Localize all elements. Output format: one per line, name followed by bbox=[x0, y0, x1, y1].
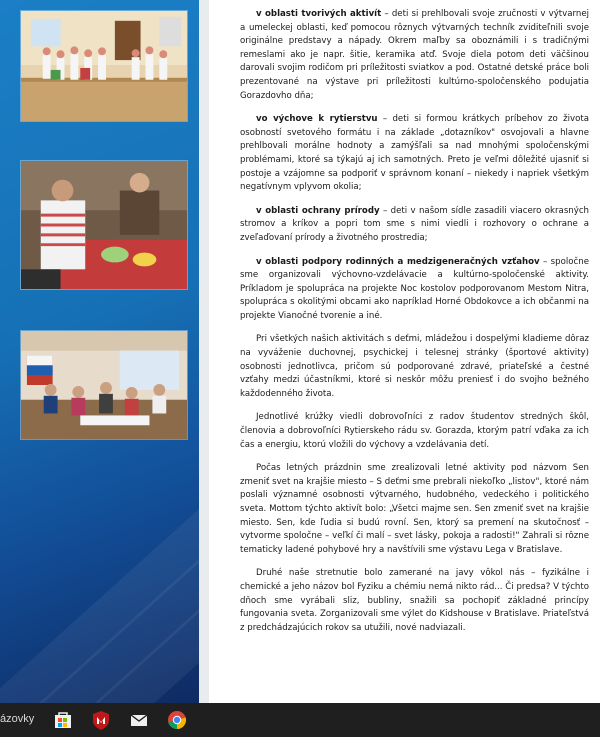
store-icon[interactable] bbox=[52, 709, 74, 731]
paragraph-nature-protection bbox=[240, 205, 589, 246]
paragraph-chivalry bbox=[240, 113, 589, 195]
paragraph-text: – spoločne sme organizovali výchovno-vzdelávacie a kultúrno-spoločenské aktivity. Príkladom je spolupráca na projekte Noc kostolov podporovanom Mestom Nitra, spolupráca s okolitými obcami ako napríklad Horné Obdokovce a ich občanmi na projekte Vianočné tvorenie a iné. bbox=[240, 256, 589, 321]
paragraph-lead: v oblasti ochrany prírody bbox=[256, 205, 380, 216]
photo-crafting-table bbox=[20, 160, 188, 290]
paragraph-text: – deti v našom sídle zasadili viacero okrasných stromov a kríkov a popri tom sme s nimi viedli i rozhovory o ochrane a zveľaďovaní prírody a životného prostredia; bbox=[240, 205, 589, 243]
paragraph-lead: v oblasti tvorivých aktivít bbox=[256, 9, 382, 19]
paragraph-physics-chemistry bbox=[240, 567, 589, 635]
paragraph-family-support bbox=[240, 256, 589, 324]
windows-taskbar bbox=[0, 703, 600, 737]
paragraph-balance bbox=[240, 333, 589, 401]
paragraph-summer-activities bbox=[240, 462, 589, 557]
paragraph-text: – deti si prehlbovali svoje zručnosti v výtvarnej a umeleckej oblasti, keď pomocou rôznych výtvarných techník zviditeľnili svoje originálne predstavy a nápady. Okrem maľby sa oboznámili i s tradičnými remeslami ako je napr. šitie, keramika atď. Svoje diela potom deti väčšinou darovali svojim rodičom pri príležitosti sviatkov a pod. Ostatné detské práce boli prezentované na výstave pri príležitosti kultúrno-spoločenského podujatia Gorazdovho dňa; bbox=[240, 9, 589, 101]
paragraph-creative-activities bbox=[240, 8, 589, 103]
paragraph-text: Pri všetkých našich aktivitách s deťmi, mládežou i dospelými kladieme dôraz na vyváženie duchovnej, psychickej i telesnej stránky (športové aktivity) osobnosti jednotlivca, pričom sú podporované zdravé, priateľské a čestné vzťahy medzi účastníkmi, ktoré si neskôr môžu preniesť i do svojho bežného každodenného života. bbox=[240, 334, 589, 399]
photo-group-hall bbox=[20, 330, 188, 440]
photo-children-classroom bbox=[20, 10, 188, 122]
mcafee-icon[interactable] bbox=[90, 709, 112, 731]
decorative-sidebar bbox=[0, 0, 199, 703]
paragraph-text: Počas letných prázdnin sme zrealizovali letné aktivity pod názvom Sen zmeniť svet na krajšie miesto – S deťmi sme prebrali niekoľko „listov", ktoré nám poslali významné osobnosti výtvarného, hudobného, vedeckého i politického sveta. Mottom týchto aktivít bolo: „Všetci majme sen. Sen zmeniť svet na krajšie miesto. Sen, kde ľudia si budú rovní. Sen, ktorý sa premení na skutočnosť – vytvorme spoločne – veľkí či malí – svet lásky, pokoja a radosti!" Zahrali si rôzne tematicky ladené pohybové hry a navštívili sme výstavu Lega v Bratislave. bbox=[240, 463, 589, 555]
paragraph-text: – deti si formou krátkych príbehov zo života osobností svetového formátu i na základe „dotazníkov" osvojovali a hlavne prehlbovali morálne hodnoty a zamýšľali sa nad mnohými spoločenskými problémami, ktoré sa týkajú aj ich samotných. Preto je veľmi dôležité ujasniť si postoje a vzájomne sa podporiť v správnom konaní – niekedy i napriek všetkým negatívnym vplyvom okolia; bbox=[240, 114, 589, 193]
mail-icon[interactable] bbox=[128, 709, 150, 731]
paragraph-text: Druhé naše stretnutie bolo zamerané na javy vôkol nás – fyzikálne i chemické a jeho názov bol Fyziku a chémiu nemá nikto rád... Či predsa? V týchto dňoch sme vyrábali sliz, bubliny, snažili sa pochopiť základné princípy fungovania sveta. Zorganizovali sme výlet do Kidshouse v Bratislave. Priateľstvá z predchádzajúcich rokov sa utužili, nové nadviazali. bbox=[240, 568, 589, 633]
page-divider bbox=[199, 0, 209, 703]
chrome-icon[interactable] bbox=[166, 709, 188, 731]
paragraph-lead: v oblasti podpory rodinných a medzigeneračných vzťahov bbox=[256, 256, 540, 267]
paragraph-lead: vo výchove k rytierstvu bbox=[256, 114, 378, 125]
article-body bbox=[240, 8, 589, 645]
paragraph-text: Jednotlivé krúžky viedli dobrovoľníci z radov študentov stredných škôl, členovia a dobrovoľníci Rytierskeho rádu sv. Gorazda, ktorým patrí vďaka za ich čas a energiu, ktorú vložili do výchovy a vzdelávania detí. bbox=[240, 412, 589, 450]
taskbar-search-text[interactable]: ázovky bbox=[0, 713, 35, 725]
paragraph-volunteers bbox=[240, 411, 589, 452]
